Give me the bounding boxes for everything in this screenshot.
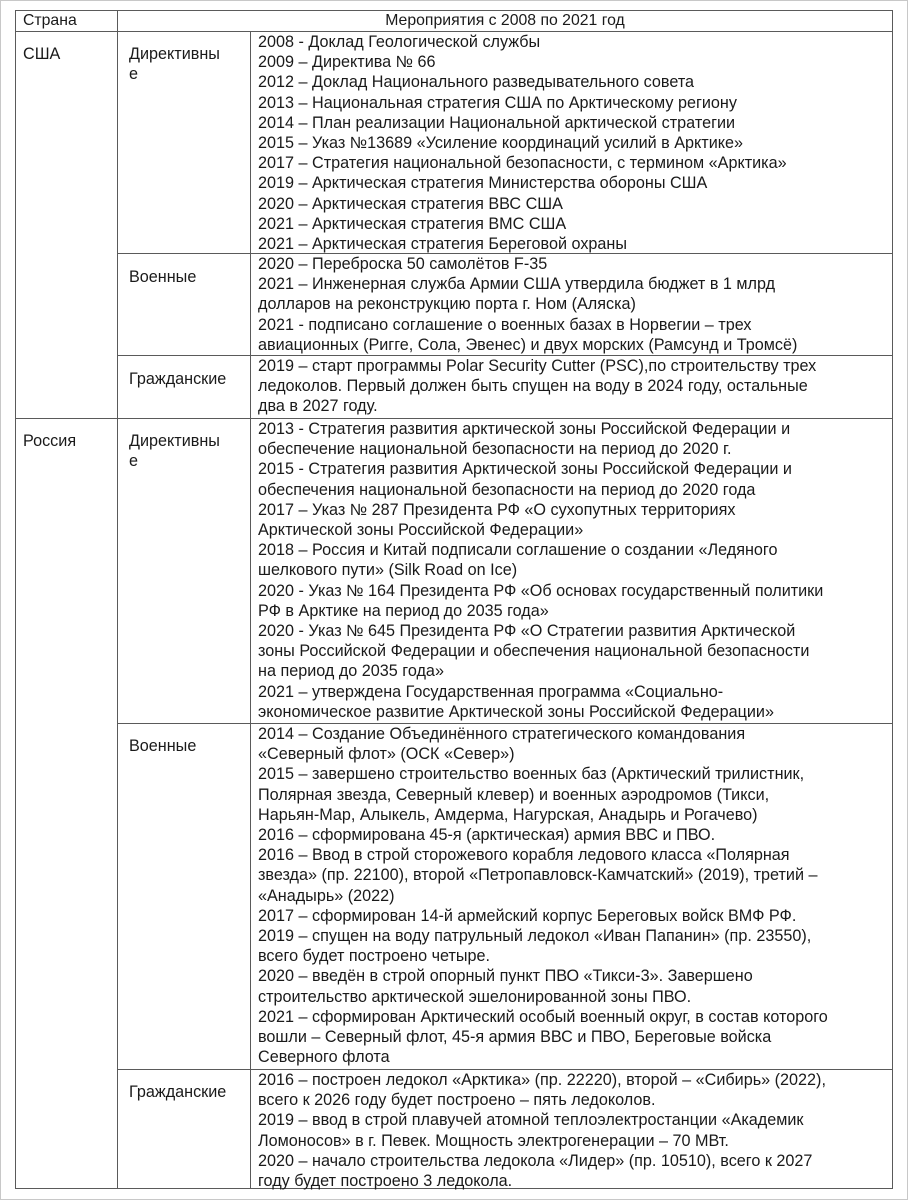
russia-directive-label-line: Директивны [129, 432, 220, 450]
event-line: на период до 2035 года» [258, 662, 444, 681]
event-line: «Северный флот» (ОСК «Север») [258, 745, 515, 764]
event-line: 2014 – Создание Объединённого стратегического командования [258, 725, 746, 743]
event-line: Полярная звезда, Северный клевер) и военных аэродромов (Тикси, [258, 785, 770, 804]
header-events: Мероприятия с 2008 по 2021 год [385, 12, 625, 29]
event-line: 2017 – Стратегия национальной безопасности, с термином «Арктика» [258, 154, 787, 173]
event-line: 2017 – Указ № 287 Президента РФ «О сухопутных территориях [258, 500, 736, 519]
category-column-divider [250, 31, 251, 1189]
usa-directive-label-line: е [129, 65, 139, 84]
event-line: 2015 – завершено строительство военных баз (Арктический трилистник, [258, 765, 805, 784]
event-line: 2021 – Арктическая стратегия ВМС США [258, 214, 567, 233]
event-line: 2020 – Арктическая стратегия ВВС США [258, 194, 563, 213]
usa-directive-label [129, 44, 220, 84]
event-line: году будет построено 3 ледокола. [258, 1172, 513, 1191]
event-line: 2016 – сформирована 45-я (арктическая) армия ВВС и ПВО. [258, 826, 716, 845]
usa-military-events [258, 254, 797, 355]
event-line: 2013 - Стратегия развития арктической зоны Российской Федерации и [258, 420, 791, 438]
event-line: шелкового пути» (Silk Road on Ice) [258, 561, 518, 580]
event-line: 2014 – План реализации Национальной арктической стратегии [258, 113, 736, 132]
event-line: Северного флота [258, 1048, 390, 1067]
country-column-divider [117, 10, 118, 1189]
usa-directive-label-line: Директивны [129, 45, 220, 63]
event-line: звезда» (пр. 22100), второй «Петропавловск-Камчатский» (2019), третий – [258, 866, 818, 885]
event-line: строительство арктической эшелонированной зоны ПВО. [258, 987, 692, 1006]
russia-civil-label: Гражданские [129, 1083, 227, 1101]
event-line: обеспечения национальной безопасности на период до 2020 года [258, 480, 756, 499]
event-line: вошли – Северный флот, 45-я армия ВВС и ПВО, Береговые войска [258, 1028, 772, 1047]
header-country: Страна [23, 12, 77, 29]
event-line: 2015 - Стратегия развития Арктической зоны Российской Федерации и [258, 460, 792, 479]
russia-directive-events [258, 419, 823, 722]
event-line: «Анадырь» (2022) [258, 886, 395, 905]
event-line: 2018 – Россия и Китай подписали соглашение о создании «Ледяного [258, 541, 778, 560]
usa-civil-events [258, 356, 816, 417]
russia-directive-label [129, 431, 220, 471]
event-line: 2020 - Указ № 164 Президента РФ «Об основах государственный политики [258, 581, 824, 600]
event-line: 2021 – Арктическая стратегия Береговой охраны [258, 235, 628, 254]
event-line: 2021 – сформирован Арктический особый военный округ, в состав которого [258, 1007, 828, 1026]
event-line: РФ в Арктике на период до 2035 года» [258, 601, 549, 620]
event-line: экономическое развитие Арктической зоны Российской Федерации» [258, 702, 774, 721]
usa-country-label: США [23, 45, 61, 63]
event-line: 2015 – Указ №13689 «Усиление координаций усилий в Арктике» [258, 134, 744, 153]
event-line: 2019 – спущен на воду патрульный ледокол «Иван Папанин» (пр. 23550), [258, 927, 812, 946]
event-line: 2020 – Переброска 50 самолётов F-35 [258, 255, 548, 273]
event-line: 2021 – утверждена Государственная программа «Социально- [258, 682, 724, 701]
event-line: два в 2027 году. [258, 397, 378, 416]
event-line: Ломоносов» в г. Певек. Мощность электрогенерации – 70 МВт. [258, 1131, 729, 1150]
usa-civil-label: Гражданские [129, 370, 227, 388]
event-line: 2017 – сформирован 14-й армейский корпус Береговых войск ВМФ РФ. [258, 906, 797, 925]
russia-directive-label-line: е [129, 452, 139, 471]
event-line: 2021 – Инженерная служба Армии США утвердила бюджет в 1 млрд [258, 275, 776, 294]
event-line: 2016 – Ввод в строй сторожевого корабля ледового класса «Полярная [258, 846, 790, 865]
event-line: 2013 – Национальная стратегия США по Арктическому региону [258, 93, 737, 112]
event-line: 2009 – Директива № 66 [258, 53, 436, 72]
russia-military-label: Военные [129, 737, 197, 755]
event-line: 2012 – Доклад Национального разведывательного совета [258, 73, 695, 92]
event-line: ледоколов. Первый должен быть спущен на воду в 2024 году, остальные [258, 377, 808, 396]
event-line: авиационных (Ригге, Сола, Эвенес) и двух морских (Рамсунд и Тромсё) [258, 335, 798, 354]
usa-directive-events [258, 32, 787, 254]
event-line: 2008 - Доклад Геологической службы [258, 33, 541, 51]
event-line: Арктической зоны Российской Федерации» [258, 521, 584, 540]
event-line: всего будет построено четыре. [258, 947, 491, 966]
event-line: всего к 2026 году будет построено – пять ледоколов. [258, 1091, 656, 1110]
table-border-left [15, 10, 16, 1189]
event-line: 2020 – начало строительства ледокола «Лидер» (пр. 10510), всего к 2027 [258, 1151, 813, 1170]
russia-military-events [258, 724, 828, 1067]
event-line: Нарьян-Мар, Алыкель, Амдерма, Нагурская, Анадырь и Рогачево) [258, 805, 758, 824]
event-line: 2016 – построен ледокол «Арктика» (пр. 22220), второй – «Сибирь» (2022), [258, 1071, 826, 1089]
russia-civil-events [258, 1070, 826, 1191]
event-line: зоны Российской Федерации и обеспечения национальной безопасности [258, 642, 810, 661]
event-line: обеспечение национальной безопасности на период до 2020 г. [258, 440, 732, 459]
table-border-right [892, 10, 893, 1189]
event-line: 2019 – старт программы Polar Security Cutter (PSC),по строительству трех [258, 357, 817, 375]
usa-military-label: Военные [129, 268, 197, 286]
event-line: 2019 – ввод в строй плавучей атомной теплоэлектростанции «Академик [258, 1111, 804, 1130]
event-line: 2021 - подписано соглашение о военных базах в Норвегии – трех [258, 315, 752, 334]
event-line: 2020 - Указ № 645 Президента РФ «О Стратегии развития Арктической [258, 622, 796, 641]
event-line: 2019 – Арктическая стратегия Министерства обороны США [258, 174, 708, 193]
russia-country-label: Россия [23, 432, 77, 450]
event-line: долларов на реконструкцию порта г. Ном (Аляска) [258, 295, 636, 314]
event-line: 2020 – введён в строй опорный пункт ПВО «Тикси-3». Завершено [258, 967, 753, 986]
